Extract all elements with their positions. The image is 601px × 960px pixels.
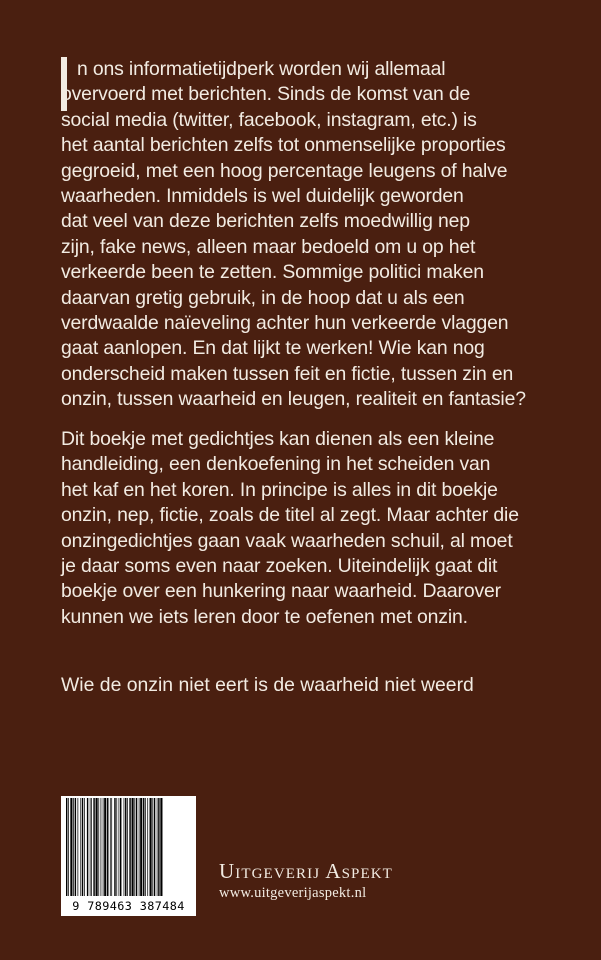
barcode-bar bbox=[101, 798, 102, 896]
barcode-bar bbox=[150, 798, 152, 896]
blurb-line: boekje over een hunkering naar waarheid. Daarover bbox=[61, 580, 501, 603]
barcode-bar bbox=[127, 798, 128, 896]
barcode-bar bbox=[90, 798, 91, 896]
barcode-bar bbox=[152, 798, 153, 896]
barcode-bar bbox=[98, 798, 99, 896]
blurb-line: onzin, nep, fictie, zoals de titel al zegt. Maar achter die bbox=[61, 504, 519, 527]
barcode-bar bbox=[132, 798, 134, 896]
barcode-bar bbox=[82, 798, 83, 896]
barcode-bar bbox=[114, 798, 115, 896]
barcode-bar bbox=[139, 798, 140, 896]
blurb-paragraph-1 bbox=[61, 57, 561, 413]
barcode-bar bbox=[80, 798, 81, 896]
barcode-bar bbox=[158, 798, 159, 896]
blurb-line: waarheden. Inmiddels is wel duidelijk geworden bbox=[61, 185, 464, 208]
barcode-bar bbox=[140, 798, 142, 896]
blurb-line: kunnen we iets leren door te oefenen met onzin. bbox=[61, 605, 468, 628]
barcode-bar bbox=[78, 798, 79, 896]
barcode-icon bbox=[63, 798, 194, 896]
blurb-line: Dit boekje met gedichtjes kan dienen als een kleine bbox=[61, 428, 495, 450]
barcode-bar bbox=[107, 798, 108, 896]
barcode-bar bbox=[143, 798, 144, 896]
barcode-bar bbox=[91, 798, 92, 896]
blurb-line: n ons informatietijdperk worden wij allemaal bbox=[77, 58, 446, 80]
barcode-bar bbox=[124, 798, 125, 896]
isbn-digits: 9 789463 387484 bbox=[72, 899, 185, 913]
barcode-bar bbox=[104, 798, 106, 896]
blurb-line: je daar soms even naar zoeken. Uiteindelijk gaat dit bbox=[61, 555, 498, 578]
barcode-bar bbox=[120, 798, 121, 896]
motto-line: Wie de onzin niet eert is de waarheid niet weerd bbox=[61, 674, 474, 696]
barcode-bar bbox=[66, 798, 67, 896]
blurb-line: overvoerd met berichten. Sinds de komst van de bbox=[61, 83, 471, 106]
blurb-line: onderscheid maken tussen feit en fictie, tussen zin en bbox=[61, 362, 514, 385]
blurb-line: het kaf en het koren. In principe is alles in dit boekje bbox=[61, 478, 498, 501]
barcode-bar bbox=[160, 798, 162, 896]
barcode-bar bbox=[136, 798, 137, 896]
barcode-bar bbox=[157, 798, 158, 896]
barcode-bar bbox=[75, 798, 76, 896]
blurb-line: zijn, fake news, alleen maar bedoeld om u op het bbox=[61, 235, 476, 258]
barcode-bar bbox=[129, 798, 130, 896]
barcode-bar bbox=[103, 798, 104, 896]
barcode-bar bbox=[73, 798, 74, 896]
barcode-bar bbox=[84, 798, 85, 896]
barcode-bar bbox=[87, 798, 88, 896]
barcode-bar bbox=[116, 798, 117, 896]
isbn-barcode bbox=[61, 796, 196, 916]
barcode-bar bbox=[119, 798, 120, 896]
publisher-website: www.uitgeverijaspekt.nl bbox=[219, 885, 367, 901]
blurb-line: gegroeid, met een hoog percentage leugens of halve bbox=[61, 159, 508, 182]
barcode-bar bbox=[110, 798, 111, 896]
barcode-bar bbox=[70, 798, 72, 896]
blurb-line: verkeerde been te zetten. Sommige politici maken bbox=[61, 261, 484, 284]
blurb-line: onzingedichtjes gaan vaak waarheden schuil, al moet bbox=[61, 529, 513, 552]
blurb-line: gaat aanlopen. En dat lijkt te werken! Wie kan nog bbox=[61, 337, 485, 360]
barcode-bar bbox=[134, 798, 135, 896]
barcode-bar bbox=[68, 798, 69, 896]
blurb-paragraph-2 bbox=[61, 427, 561, 630]
barcode-bar bbox=[145, 798, 146, 896]
blurb-line: onzin, tussen waarheid en leugen, realiteit en fantasie? bbox=[61, 388, 526, 411]
blurb-line: handleiding, een denkoefening in het scheiden van bbox=[61, 453, 491, 476]
barcode-bar bbox=[154, 798, 155, 896]
barcode-bar bbox=[96, 798, 98, 896]
blurb-line: verdwaalde naïeveling achter hun verkeerde vlaggen bbox=[61, 312, 509, 335]
barcode-bar bbox=[125, 798, 126, 896]
blurb-line: dat veel van deze berichten zelfs moedwillig nep bbox=[61, 210, 470, 233]
barcode-bar bbox=[147, 798, 148, 896]
barcode-bar bbox=[93, 798, 94, 896]
blurb-line: daarvan gretig gebruik, in de hoop dat u als een bbox=[61, 286, 465, 309]
barcode-bar bbox=[111, 798, 112, 896]
publisher-name: Uitgeverij Aspekt bbox=[219, 859, 393, 883]
blurb-line: het aantal berichten zelfs tot onmenselijke proporties bbox=[61, 134, 506, 157]
blurb-line: social media (twitter, facebook, instagram, etc.) is bbox=[61, 108, 477, 131]
